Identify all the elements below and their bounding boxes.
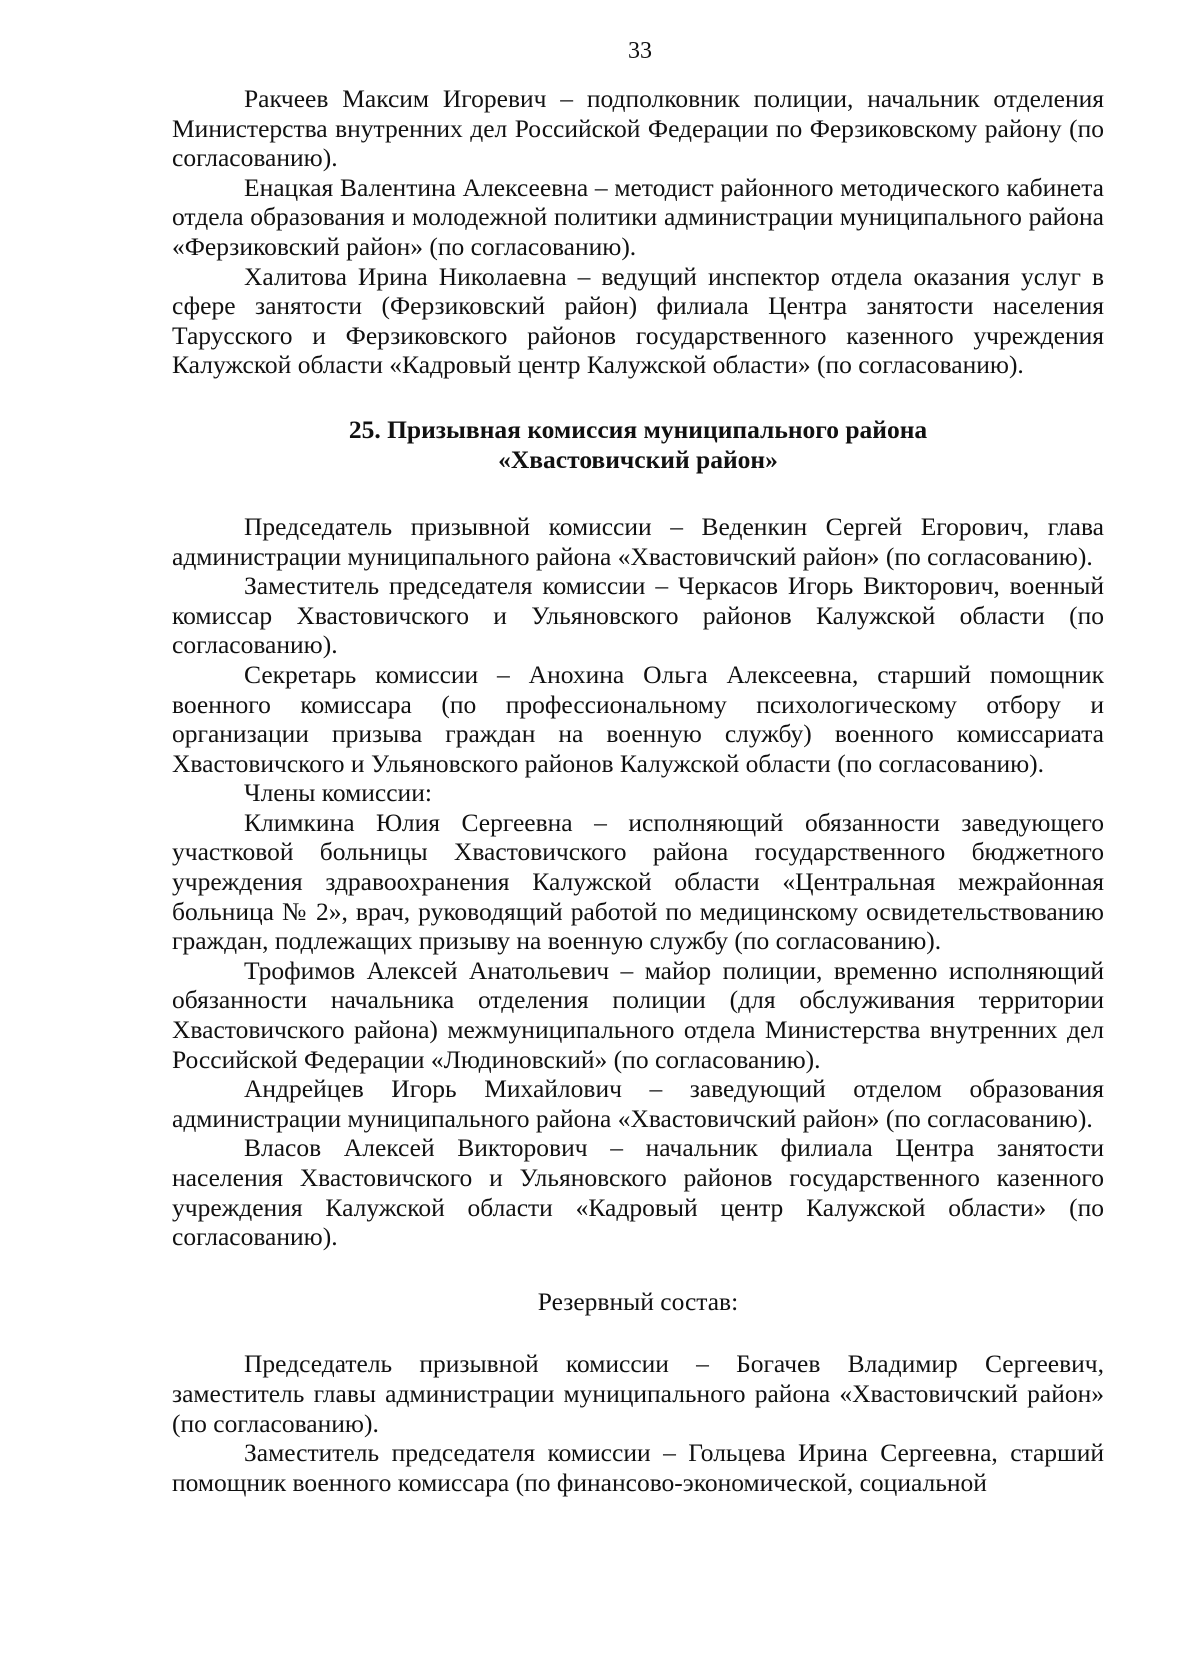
paragraph-enatskaya: Енацкая Валентина Алексеевна – методист районного методического кабинета отдела образования и молодежной политики администрации муниципального района «Ферзиковский район» (по согласованию).	[172, 172, 1104, 261]
section-heading-line-2: «Хвастовичский район»	[498, 444, 778, 474]
paragraph-trofimov: Трофимов Алексей Анатольевич – майор полиции, временно исполняющий обязанности начальника отделения полиции (для обслуживания территории Хвастовичского района) межмуниципального отдела Министерства внутренних дел Российской Федерации «Людиновский» (по согласованию).	[172, 955, 1104, 1074]
paragraph-deputy-chairman: Заместитель председателя комиссии – Черкасов Игорь Викторович, военный комиссар Хвастовичского и Ульяновского районов Калужской области (по согласованию).	[172, 571, 1104, 660]
page-number: 33	[628, 38, 652, 64]
paragraph-khalitova: Халитова Ирина Николаевна – ведущий инспектор отдела оказания услуг в сфере занятости (Ферзиковский район) филиала Центра занятости населения Тарусского и Ферзиковского районов государственного казенного учреждения Калужской области «Кадровый центр Калужской области» (по согласованию).	[172, 261, 1104, 380]
paragraph-vlasov: Власов Алексей Викторович – начальник филиала Центра занятости населения Хвастовичского и Ульяновского районов государственного казенного учреждения Калужской области «Кадровый центр Калужской области» (по согласованию).	[172, 1133, 1104, 1252]
paragraph-members-label: Члены комиссии:	[244, 778, 432, 808]
paragraph-andreytsev: Андрейцев Игорь Михайлович – заведующий отделом образования администрации муниципального района «Хвастовичский район» (по согласованию).	[172, 1074, 1104, 1133]
paragraph-reserve-deputy: Заместитель председателя комиссии – Гольцева Ирина Сергеевна, старший помощник военного комиссара (по финансово-экономической, социальной	[172, 1438, 1104, 1497]
section-heading-line-1: 25. Призывная комиссия муниципального района	[348, 414, 928, 444]
reserve-heading: Резервный состав:	[537, 1286, 739, 1316]
section-heading	[172, 415, 1104, 475]
paragraph-chairman: Председатель призывной комиссии – Веденкин Сергей Егорович, глава администрации муниципального района «Хвастовичский район» (по согласованию).	[172, 511, 1104, 571]
paragraph-klimkina: Климкина Юлия Сергеевна – исполняющий обязанности заведующего участковой больницы Хвастовичского района государственного бюджетного учреждения здравоохранения Калужской области «Центральная межрайонная больница № 2», врач, руководящий работой по медицинскому освидетельствованию граждан, подлежащих призыву на военную службу (по согласованию).	[172, 807, 1104, 956]
document-body	[172, 84, 1104, 1497]
paragraph-rakcheev: Ракчеев Максим Игоревич – подполковник полиции, начальник отделения Министерства внутренних дел Российской Федерации по Ферзиковскому району (по согласованию).	[172, 84, 1104, 173]
paragraph-reserve-chairman: Председатель призывной комиссии – Богачев Владимир Сергеевич, заместитель главы администрации муниципального района «Хвастовичский район» (по согласованию).	[172, 1349, 1104, 1438]
paragraph-secretary: Секретарь комиссии – Анохина Ольга Алексеевна, старший помощник военного комиссара (по профессиональному психологическому отбору и организации призыва граждан на военную службу) военного комиссариата Хвастовичского и Ульяновского районов Калужской области (по согласованию).	[172, 659, 1104, 778]
